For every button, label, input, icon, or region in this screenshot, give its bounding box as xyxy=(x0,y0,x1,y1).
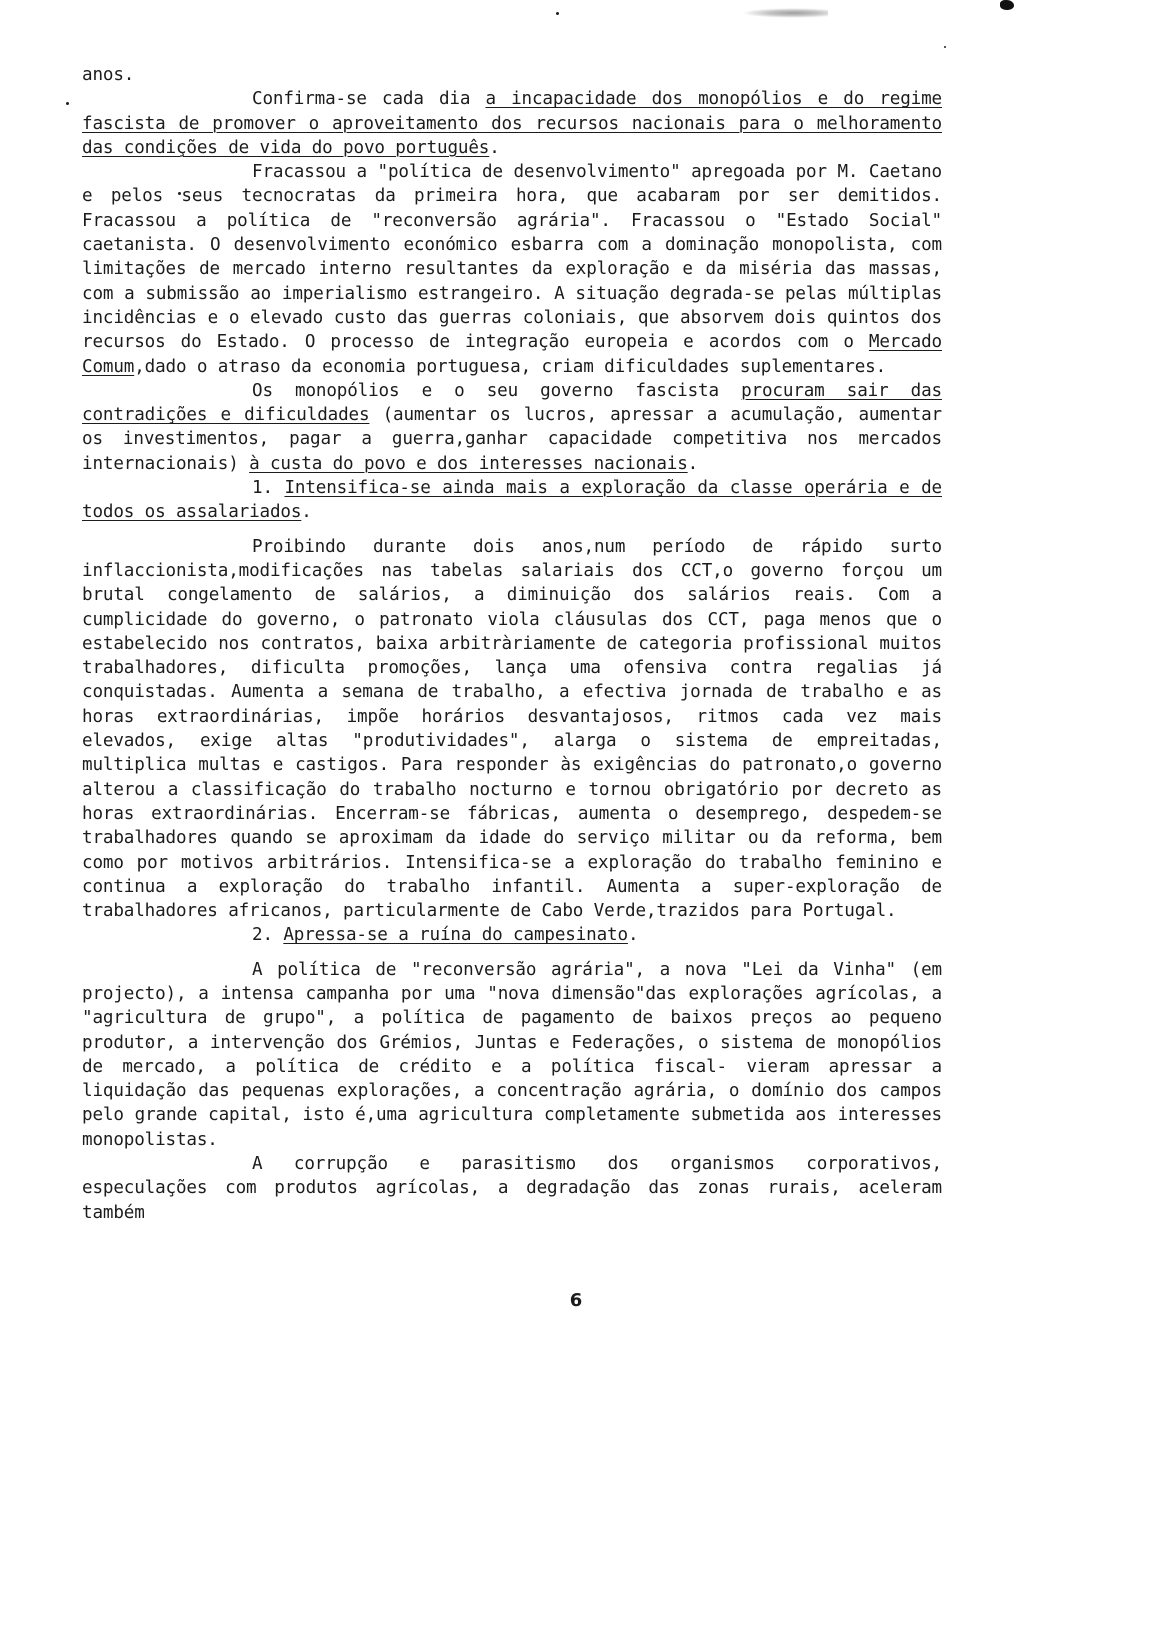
text-run: 1. xyxy=(252,478,285,499)
ink-speck xyxy=(944,46,946,48)
text-run: . xyxy=(627,925,639,946)
paragraph xyxy=(82,160,942,379)
corner-ink-mark xyxy=(1000,0,1014,10)
text-run: Fracassou a "política de desenvolvimento" apregoada por M. Caetano e pelos seus tecnocratas da primeira hora, que acabaram por ser demitidos. Fracassou a política de "reconversão agrária". Fracassou o "Estado Social" caetanista. O desenvolvimento económico esbarra com a dominação monopolista, com limitações de mercado interno resultantes da exploração e da miséria das massas, com a submissão ao imperialismo estrangeiro. A situação degrada-se pelas múltiplas incidências e o elevado custo das guerras coloniais, que absorvem dois quintos dos recursos do Estado. O processo de integração europeia e acordos com o xyxy=(82,162,942,353)
text-run: anos. xyxy=(82,65,135,85)
underlined-text: procuram sair das contradições e dificuldades xyxy=(82,380,942,426)
text-run: . xyxy=(301,502,312,523)
paragraph xyxy=(82,87,942,160)
ink-blot xyxy=(742,8,828,18)
underlined-text: a incapacidade dos monopólios e do regime fascista de promover o aproveitamento dos recursos nacionais para o melhoramento das condições de vida do povo português xyxy=(82,89,942,158)
section-heading-1 xyxy=(82,476,942,525)
underlined-text: Mercado Comum xyxy=(82,332,942,377)
underlined-text: Apressa-se a ruína do campesinato xyxy=(283,925,628,946)
text-run: . xyxy=(489,137,500,158)
text-run: A corrupção e parasitismo dos organismos corporativos, especulações com produtos agrícolas, a degradação das zonas rurais, aceleram também xyxy=(82,1154,942,1223)
text-run: Confirma-se cada dia xyxy=(252,89,486,110)
paragraph xyxy=(82,535,942,924)
text-run: (aumentar os lucros, apressar a acumulação, aumentar os investimentos, pagar a guerra,ganhar capacidade competitiva nos mercados internacionais) xyxy=(82,405,942,474)
text-run: Os monopólios e o seu governo fascista xyxy=(252,380,742,401)
paragraph xyxy=(82,63,942,87)
ink-speck xyxy=(556,12,559,15)
ink-speck xyxy=(66,102,69,105)
text-run: ,dado o atraso da economia portuguesa, criam dificuldades suplementares. xyxy=(134,356,887,377)
text-run: Proibindo durante dois anos,num período de rápido surto inflaccionista,modificações nas tabelas salariais dos CCT,o governo forçou um brutal congelamento de salários, a diminuição dos salários reais. Com a cumplicidade do governo, o patronato viola cláusulas dos CCT, paga menos que o estabelecido nos contratos, baixa arbitràriamente de categoria profissional muitos trabalhadores, dificulta promoções, lança uma ofensiva contra regalias já conquistadas. Aumenta a semana de trabalho, a efectiva jornada de trabalho e as horas extraordinárias, impõe horários desvantajosos, ritmos cada vez mais elevados, exige altas "produtividades", alarga o sistema de empreitadas, multiplica multas e castigos. Para responder às exigências do patronato,o governo alterou a classificação do trabalho nocturno e tornou obrigatório por decreto as horas extraordinárias. Encerram-se fábricas, aumenta o desemprego, despedem-se trabalhadores quando se aproximam da idade do serviço militar ou da reforma, bem como por motivos arbitrários. Intensifica-se a exploração do trabalho feminino e continua a exploração do trabalho infantil. Aumenta a super-exploração de trabalhadores africanos, particularmente de Cabo Verde,trazidos para Portugal. xyxy=(82,536,942,922)
page-number: 6 xyxy=(569,1290,583,1311)
paragraph xyxy=(82,379,942,476)
text-run: A política de "reconversão agrária", a nova "Lei da Vinha" (em projecto), a intensa campanha por uma "nova dimensão"das explorações agrícolas, a "agricultura de grupo", a política de pagamento de baixos preços ao pequeno produtor, a intervenção dos Grémios, Juntas e Federações, o sistema de monopólios de mercado, a política de crédito e a política fiscal- vieram apressar a liquidação das pequenas explorações, a concentração agrária, o domínio dos campos pelo grande capital, isto é,uma agricultura completamente submetida aos interesses monopolistas. xyxy=(82,959,942,1150)
text-run: . xyxy=(687,453,699,474)
underlined-text: Intensifica-se ainda mais a exploração da classe operária e de todos os assalariados xyxy=(82,478,942,523)
text-run: 2. xyxy=(252,925,284,946)
underlined-text: à custa do povo e dos interesses nacionais xyxy=(249,453,688,474)
section-heading-2 xyxy=(82,923,942,947)
body-text xyxy=(82,63,942,1225)
paragraph xyxy=(82,1152,942,1225)
paragraph xyxy=(82,958,942,1152)
